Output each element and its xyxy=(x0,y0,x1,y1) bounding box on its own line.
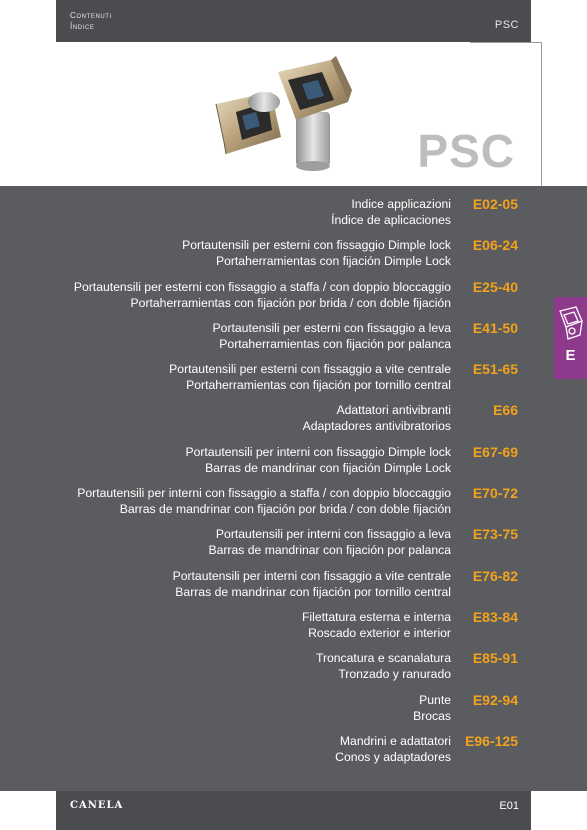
entry-title-es: Portaherramientas con fijación por brida / con doble fijación xyxy=(130,295,451,310)
list-item[interactable] xyxy=(56,196,531,237)
hero-frame-top xyxy=(470,42,542,43)
section-tab[interactable] xyxy=(554,297,587,379)
entry-pages[interactable]: E70-72 xyxy=(472,485,518,502)
entry-text xyxy=(303,402,451,434)
entry-text xyxy=(213,320,451,352)
page-footer xyxy=(56,791,531,830)
entry-text xyxy=(335,733,451,765)
entry-text xyxy=(169,361,451,393)
entry-title-it: Portautensili per esterni con fissaggio a leva xyxy=(212,320,451,335)
entry-title-es: Índice de aplicaciones xyxy=(331,213,451,227)
list-item[interactable] xyxy=(56,485,531,526)
section-label-es: Índice xyxy=(70,22,95,31)
entry-title-es: Barras de mandrinar con fijación por palanca xyxy=(208,543,451,558)
entry-title-it: Portautensili per esterni con fissaggio Dimple lock xyxy=(182,238,451,253)
entry-text xyxy=(208,526,451,558)
entry-title-it: Filettatura esterna e interna xyxy=(301,609,451,624)
entry-title-es: Adaptadores antivibratorios xyxy=(302,419,451,434)
entry-pages[interactable]: E96-125 xyxy=(465,732,518,749)
list-item[interactable] xyxy=(56,320,531,361)
entry-title-it: Adattatori antivibranti xyxy=(336,403,451,418)
entry-title-it: Portautensili per esterni con fissaggio a vite centrale xyxy=(169,362,451,377)
contents-list xyxy=(56,196,531,774)
entry-pages[interactable]: E92-94 xyxy=(472,691,518,708)
entry-title-it: Portautensili per interni con fissaggio a leva xyxy=(215,527,451,542)
entry-title-it: Punte xyxy=(419,692,451,707)
entry-text xyxy=(185,444,451,476)
entry-title-es: Barras de mandrinar con fijación por tornillo central xyxy=(175,584,451,599)
list-item[interactable] xyxy=(56,361,531,402)
entry-title-es: Portaherramientas con fijación por tornillo central xyxy=(186,378,451,393)
entry-text xyxy=(331,196,451,228)
catalog-code: PSC xyxy=(494,19,519,31)
page-title: PSC xyxy=(417,125,515,177)
entry-title-it: Portautensili per esterni con fissaggio a staffa / con doppio bloccaggio xyxy=(73,279,451,294)
entry-text xyxy=(182,237,451,269)
entry-pages[interactable]: E85-91 xyxy=(472,650,518,667)
entry-pages[interactable]: E76-82 xyxy=(472,567,518,584)
hero-frame-right xyxy=(541,42,542,186)
list-item[interactable] xyxy=(56,650,531,691)
entry-title-es: Barras de mandrinar con fijación Dimple Lock xyxy=(205,460,451,475)
list-item[interactable] xyxy=(56,237,531,278)
entry-title-it: Troncatura e scanalatura xyxy=(315,651,451,666)
section-label xyxy=(70,10,112,32)
list-item[interactable] xyxy=(56,444,531,485)
entry-pages[interactable]: E67-69 xyxy=(472,443,518,460)
entry-text xyxy=(302,609,451,641)
entry-pages[interactable]: E02-05 xyxy=(472,196,518,212)
entry-title-es: Brocas xyxy=(413,708,451,723)
entry-text xyxy=(413,692,451,724)
entry-pages[interactable]: E06-24 xyxy=(472,237,518,254)
entry-title-it: Indice applicazioni xyxy=(351,197,451,211)
list-item[interactable] xyxy=(56,692,531,733)
entry-title-it: Mandrini e adattatori xyxy=(339,733,451,748)
list-item[interactable] xyxy=(56,402,531,443)
entry-title-es: Portaherramientas con fijación Dimple Lock xyxy=(215,254,451,269)
entry-pages[interactable]: E73-75 xyxy=(472,526,518,543)
turning-tool-icon xyxy=(554,301,587,347)
list-item[interactable] xyxy=(56,568,531,609)
entry-title-it: Portautensili per interni con fissaggio a vite centrale xyxy=(172,568,451,583)
section-letter: E xyxy=(565,347,576,364)
entry-title-es: Roscado exterior e interior xyxy=(308,625,451,640)
section-label-it: Contenuti xyxy=(70,11,112,20)
entry-text xyxy=(173,568,451,600)
page-header xyxy=(56,0,531,42)
entry-title-es: Barras de mandrinar con fijación por brida / con doble fijación xyxy=(119,502,451,517)
list-item[interactable] xyxy=(56,279,531,320)
entry-text xyxy=(74,279,451,311)
entry-pages[interactable]: E83-84 xyxy=(472,608,518,625)
entry-pages[interactable]: E25-40 xyxy=(472,278,518,295)
entry-title-it: Portautensili per interni con fissaggio Dimple lock xyxy=(185,444,451,459)
entry-pages[interactable]: E51-65 xyxy=(472,361,518,378)
entry-pages[interactable]: E41-50 xyxy=(472,319,518,336)
page-number: E01 xyxy=(499,800,519,812)
entry-text xyxy=(316,650,451,682)
brand-logo: CANELA xyxy=(70,800,124,811)
entry-title-es: Portaherramientas con fijación por palanca xyxy=(219,336,451,351)
list-item[interactable] xyxy=(56,526,531,567)
list-item[interactable] xyxy=(56,609,531,650)
entry-title-es: Tronzado y ranurado xyxy=(338,667,451,682)
entry-title-it: Portautensili per interni con fissaggio a staffa / con doppio bloccaggio xyxy=(77,486,451,501)
list-item[interactable] xyxy=(56,733,531,774)
entry-text xyxy=(77,485,451,517)
entry-pages[interactable]: E66 xyxy=(493,402,518,419)
entry-title-es: Conos y adaptadores xyxy=(335,749,451,764)
